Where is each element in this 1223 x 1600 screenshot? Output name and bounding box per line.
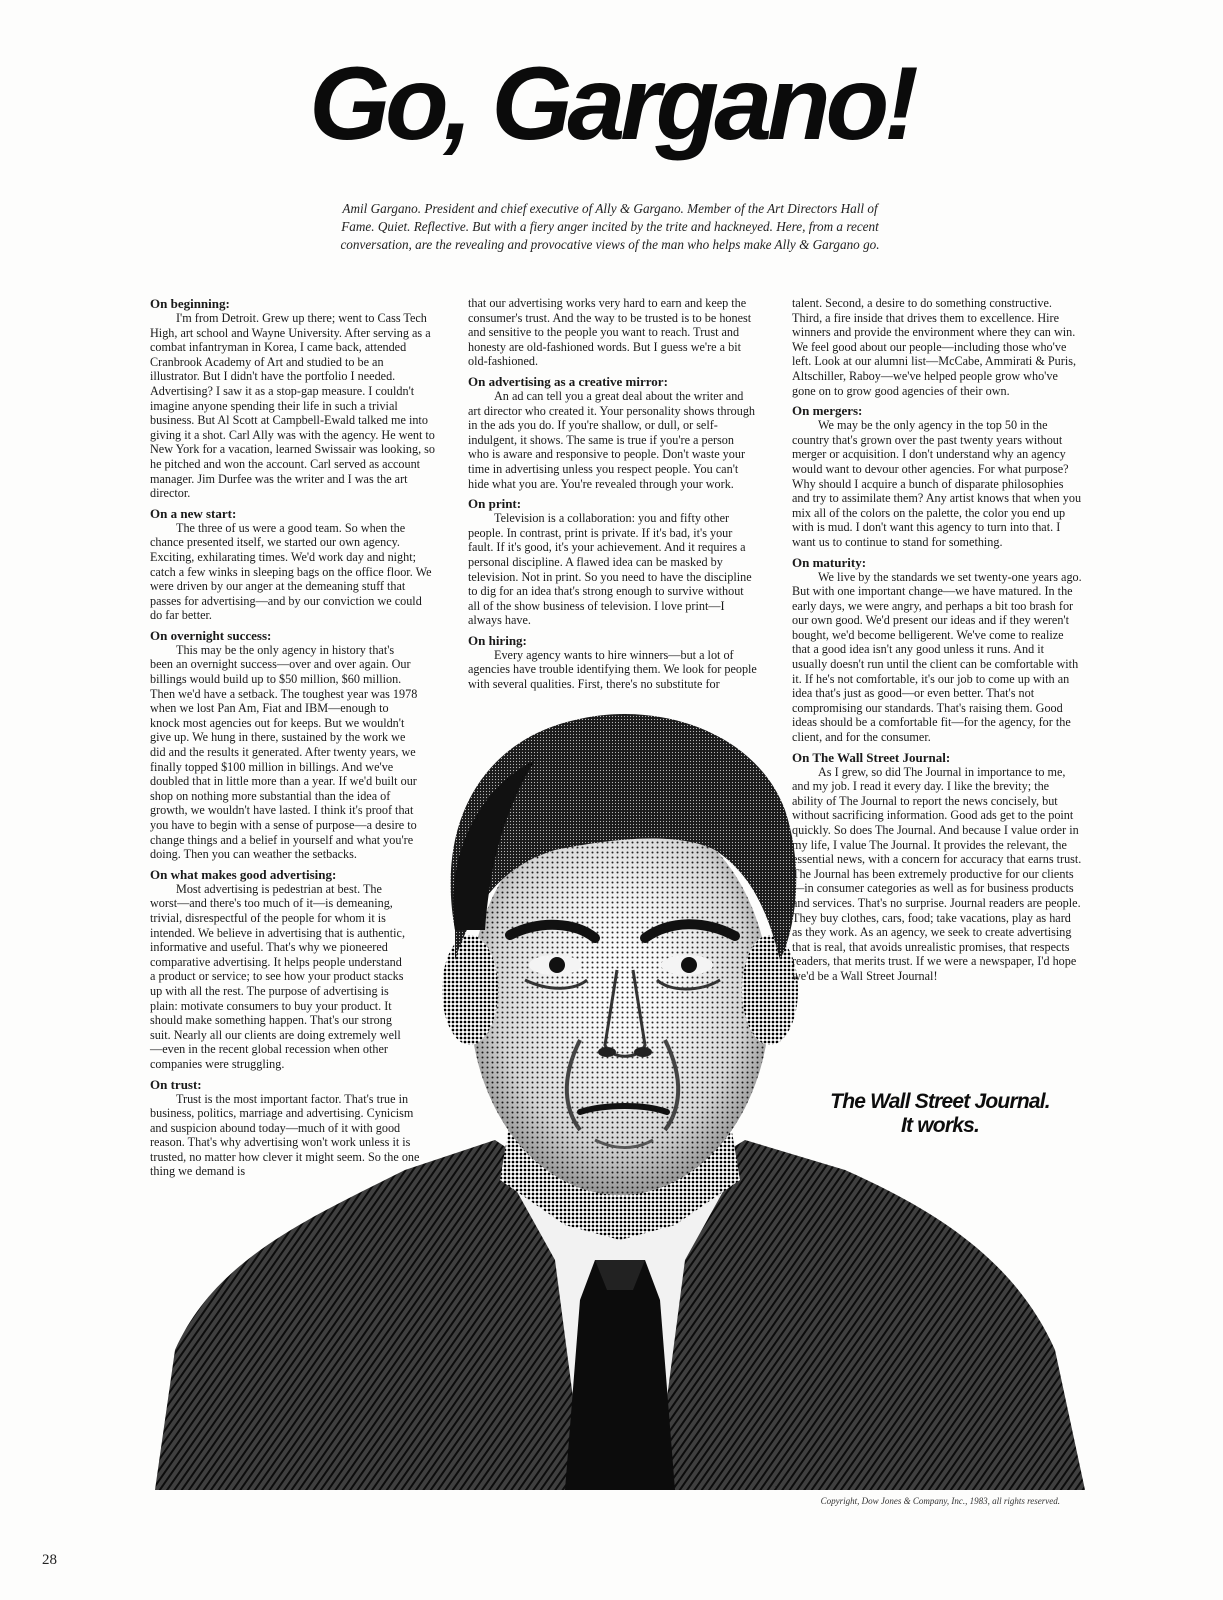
section-body: This may be the only agency in history that's been an overnight success—over and over again. Our billings would build up to $50 million, $60 million. Then we'd have a setback. The toughest year was 1978 when we lost Pan Am, Fiat and IBM—enough to knock most agencies out for keeps. But we wouldn't give up. We hung in there, sustained by the work we did and the results it generated. After twenty years, we finally topped $100 million in billings. And we've doubled that in little more than a year. If we'd built our shop on nothing more substantial than the idea of growth, we wouldn't have lasted. I think it's proof that you have to begin with a sense of purpose—a desire to change things and a belief in yourself and what you're doing. Then you can weather the setbacks. — [150, 642, 418, 862]
section-heading: On what makes good advertising: — [150, 866, 337, 882]
tagline-line-1: The Wall Street Journal. — [830, 1090, 1050, 1113]
section-creative-mirror — [468, 374, 758, 491]
section-heading: On hiring: — [468, 632, 527, 648]
section-heading: On The Wall Street Journal: — [792, 749, 951, 765]
section-heading: On maturity: — [792, 554, 867, 570]
section-heading: On overnight success: — [150, 627, 272, 643]
section-body: Television is a collaboration: you and fifty other people. In contrast, print is private. If it's bad, it's your fault. If it's good, it's your achievement. And it requires a personal discipline. A flawed idea can be masked by television. Not in print. So you need to have the discipline to dig for an idea that's strong enough to survive without all of the show business of television. I love print—I always have. — [468, 511, 752, 628]
column-2 — [468, 296, 758, 697]
section-body: As I grew, so did The Journal in importance to me, and my job. I read it every day. I like the brevity; the ability of The Journal to report the news concisely, but without sacrificing information. Good ads get to the point quickly. So does The Journal. And because I value order in my life, I value The Journal. It provides the relevant, the essential news, with a concern for accuracy that earns trust. The Journal has been extremely productive for our clients—in consumer categories as well as for business products and services. That's no surprise. Journal readers are people. They buy clothes, cars, food; take vacations, play as hard as they work. As an agency, we seek to create advertising that is real, that avoids unrealistic promises, that respects readers, that merits trust. If we were a newspaper, I'd hope we'd be a Wall Street Journal! — [792, 764, 1082, 983]
section-maturity — [792, 555, 1082, 745]
section-heading: On advertising as a creative mirror: — [468, 373, 668, 389]
section-body: We may be the only agency in the top 50 in the country that's grown over the past twenty years without merger or acquisition. I don't understand why an agency would want to devour other agencies. For what purpose? Why should I acquire a bunch of disparate philosophies and try to assimilate them? Any artist knows that when you mix all of the colors on the palette, the color you end up with is mud. I don't want this agency to turn into that. I want us to continue to stand for something. — [792, 418, 1082, 549]
section-body: I'm from Detroit. Grew up there; went to Cass Tech High, art school and Wayne University. After serving as a combat infantryman in Korea, I came back, attended Cranbrook Academy of Art and studied to be an illustrator. But I didn't have the portfolio I needed. Advertising? I saw it as a stop-gap measure. I couldn't imagine anyone spending their life in such a trivial business. But Al Scott at Campbell-Ewald talked me into giving it a shot. Carl Ally was with the agency. He went to New York for a vacation, learned Swissair was looking, so he pitched and won the account. Carl served as account manager. Jim Durfee was the writer and I was the art director. — [150, 311, 436, 501]
section-beginning — [150, 296, 436, 501]
section-body: Most advertising is pedestrian at best. The worst—and there's too much of it—is demeaning, trivial, disrespectful of the people for whom it is intended. We believe in advertising that is authentic, informative and useful. That's why we pioneered comparative advertising. It helps people understand a product or service; to see how your product stacks up with all the rest. The purpose of advertising is plain: motivate consumers to buy your product. It should make something happen. That's our strong suit. Nearly all our clients are doing extremely well—even in the recent global recession when other companies were struggling. — [150, 881, 405, 1071]
tagline-line-2: It works. — [901, 1114, 979, 1137]
section-new-start — [150, 506, 436, 623]
section-heading: On a new start: — [150, 505, 237, 521]
section-overnight-success — [150, 628, 436, 862]
copyright-notice: Copyright, Dow Jones & Company, Inc., 1983, all rights reserved. — [820, 1496, 1060, 1506]
section-body: An ad can tell you a great deal about the writer and art director who created it. Your personality shows through in the ads you do. If you're shallow, or dull, or self-indulgent, it shows. The same is true if you're a person who is aware and responsive to people. Don't waste your time in advertising unless you respect people. You can't hide what you are. You're revealed through your work. — [468, 388, 756, 491]
section-continued — [792, 296, 1082, 398]
section-mergers — [792, 403, 1082, 549]
column-3 — [792, 296, 1082, 989]
section-body: Trust is the most important factor. That's true in business, politics, marriage and advertising. Cynicism and suspicion abound today—much of it with good reason. That's why advertising won't work unless it is trusted, no matter how clever it might seem. So the one thing we demand is — [150, 1091, 420, 1179]
section-continued — [468, 296, 758, 369]
page-number: 28 — [42, 1552, 57, 1568]
column-1 — [150, 296, 436, 1184]
headline: Go, Gargano! — [309, 46, 914, 162]
section-body: The three of us were a good team. So when the chance presented itself, we started our own agency. Exciting, exhilarating times. We'd work day and night; catch a few winks in sleeping bags on the office floor. We were driven by our anger at the demeaning stuff that passes for advertising—and by our conviction we could do far better. — [150, 520, 432, 623]
section-heading: On mergers: — [792, 403, 863, 419]
section-trust — [150, 1077, 436, 1180]
intro-text: Amil Gargano. President and chief executive of Ally & Gargano. Member of the Art Directors Hall of Fame. Quiet. Reflective. But with a fiery anger incited by the trite and hackneyed. Here, from a recent conversation, are the revealing and provocative views of the man who helps make Ally & Gargano go. — [340, 201, 880, 252]
section-body: that our advertising works very hard to earn and keep the consumer's trust. And the way to be trusted is to be honest and sensitive to the people you want to reach. Trust and honesty are old-fashioned words. But I guess we're a bit old-fashioned. — [468, 296, 752, 369]
section-body: Every agency wants to hire winners—but a lot of agencies have trouble identifying them. We look for people with several qualities. First, there's no substitute for — [468, 647, 757, 692]
section-body: We live by the standards we set twenty-one years ago. But with one important change—we have matured. In the early days, we were angry, and perhaps a bit too brash for our own good. We'd present our ideas and if they weren't bought, we'd become belligerent. We've come to realize that a good idea isn't any good unless it runs. And it usually doesn't run until the client can be comfortable with it. If he's not comfortable, it's our job to come up with an idea that's just as good—or even better. That's not compromising our standards. That's raising them. Good ideas should be a comfortable fit—for the agency, for the client, and for the consumer. — [792, 569, 1082, 745]
section-heading: On trust: — [150, 1076, 202, 1092]
tagline — [780, 1090, 1100, 1138]
section-good-advertising — [150, 867, 436, 1072]
section-heading: On print: — [468, 496, 522, 512]
section-hiring — [468, 633, 758, 692]
section-wall-street-journal — [792, 750, 1082, 984]
section-heading: On beginning: — [150, 296, 230, 311]
section-print — [468, 496, 758, 628]
section-body: talent. Second, a desire to do something constructive. Third, a fire inside that drives them to excellence. Hire winners and provide the environment where they can win. We feel good about our people—including those who've left. Look at our alumni list—McCabe, Ammirati & Puris, Altschiller, Raboy—we've helped people grow who've gone on to grow good agencies of their own. — [792, 296, 1077, 398]
